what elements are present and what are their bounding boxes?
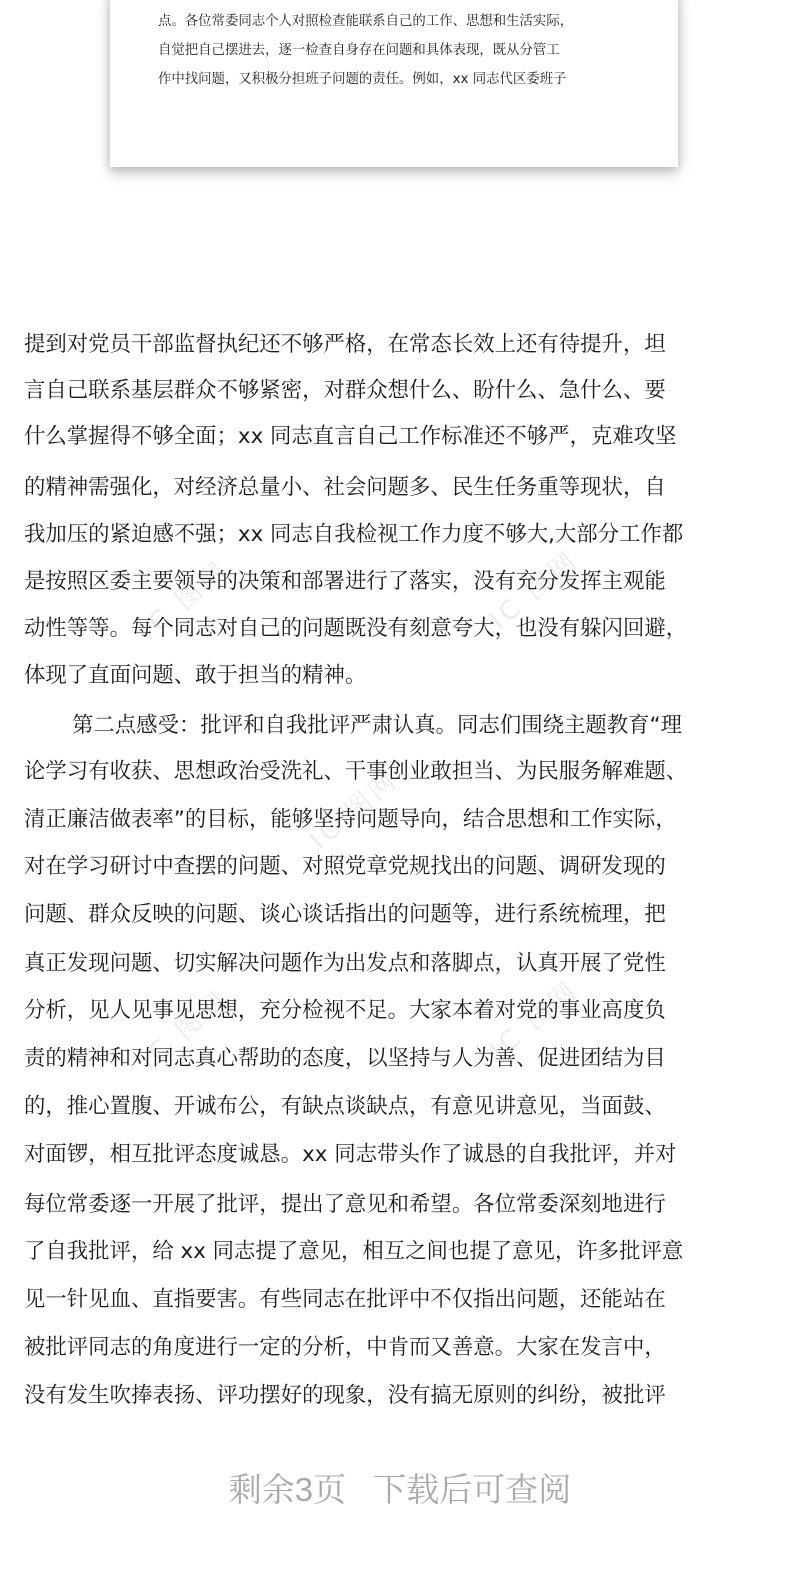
document-text-line: 什么掌握得不够全面；xx 同志直言自己工作标准还不够严，克难攻坚 [24,424,677,449]
paragraph-start-line: 第二点感受：批评和自我批评严肃认真。同志们围绕主题教育“理 [72,713,683,738]
preview-text-line: 自觉把自己摆进去，逐一检查自身存在问题和具体表现，既从分管工 [158,43,560,58]
document-text-line: 见一针见血、直指要害。有些同志在批评中不仅指出问题，还能站在 [24,1287,666,1312]
watermark: IC 图网 [134,984,235,1077]
document-text-line: 提到对党员干部监督执纪还不够严格，在常态长效上还有待提升，坦 [24,332,666,357]
document-text-line: 言自己联系基层群众不够紧密，对群众想什么、盼什么、急什么、要 [24,378,666,403]
document-text-line: 每位常委逐一开展了批评，提出了意见和希望。各位常委深刻地进行 [24,1192,666,1217]
document-text-line: 体现了直面问题、敢于担当的精神。 [24,663,367,688]
watermark: IC 图网 [484,544,585,637]
preview-text-line: 点。各位常委同志个人对照检查能联系自己的工作、思想和生活实际， [158,14,574,29]
document-text-line: 被批评同志的角度进行一定的分析，中肯而又善意。大家在发言中， [24,1335,666,1360]
remaining-pages-notice[interactable]: 剩余3页 下载后可查阅 [228,1471,572,1508]
document-text-line: 论学习有收获、思想政治受洗礼、干事创业敢担当、为民服务解难题、 [24,759,688,784]
document-text-line: 没有发生吹捧表扬、评功摆好的现象，没有搞无原则的纠纷，被批评 [24,1383,666,1408]
preview-text-line: 作中找问题，又积极分担班子问题的责任。例如，xx 同志代区委班子 [158,72,567,87]
preview-page-card [110,0,678,167]
document-text-line: 责的精神和对同志真心帮助的态度，以坚持与人为善、促进团结为目 [24,1046,666,1071]
document-text-line: 是按照区委主要领导的决策和部署进行了落实，没有充分发挥主观能 [24,569,666,594]
document-text-line: 真正发现问题、切实解决问题作为出发点和落脚点，认真开展了党性 [24,951,666,976]
watermark: IC 图网 [484,974,585,1067]
document-text-line: 动性等等。每个同志对自己的问题既没有刻意夸大，也没有躲闪回避， [24,616,688,641]
document-text-line: 的，推心置腹、开诚布公，有缺点谈缺点，有意见讲意见，当面鼓、 [24,1094,666,1119]
document-text-line: 了自我批评，给 xx 同志提了意见，相互之间也提了意见，许多批评意 [24,1239,684,1264]
document-text-line: 清正廉洁做表率”的目标，能够坚持问题导向，结合思想和工作实际， [24,807,677,832]
document-text-line: 的精神需强化，对经济总量小、社会问题多、民生任务重等现状，自 [24,475,666,500]
watermark: IC 图网 [304,764,405,857]
document-text-line: 问题、群众反映的问题、谈心谈话指出的问题等，进行系统梳理，把 [24,902,666,927]
document-text-line: 我加压的紧迫感不强；xx 同志自我检视工作力度不够大,大部分工作都 [24,522,684,547]
watermark: IC 图网 [134,554,235,647]
document-text-line: 对在学习研讨中查摆的问题、对照党章党规找出的问题、调研发现的 [24,854,666,879]
document-text-line: 分析，见人见事见思想，充分检视不足。大家本着对党的事业高度负 [24,998,666,1023]
document-text-line: 对面锣，相互批评态度诚恳。xx 同志带头作了诚恳的自我批评，并对 [24,1142,677,1167]
